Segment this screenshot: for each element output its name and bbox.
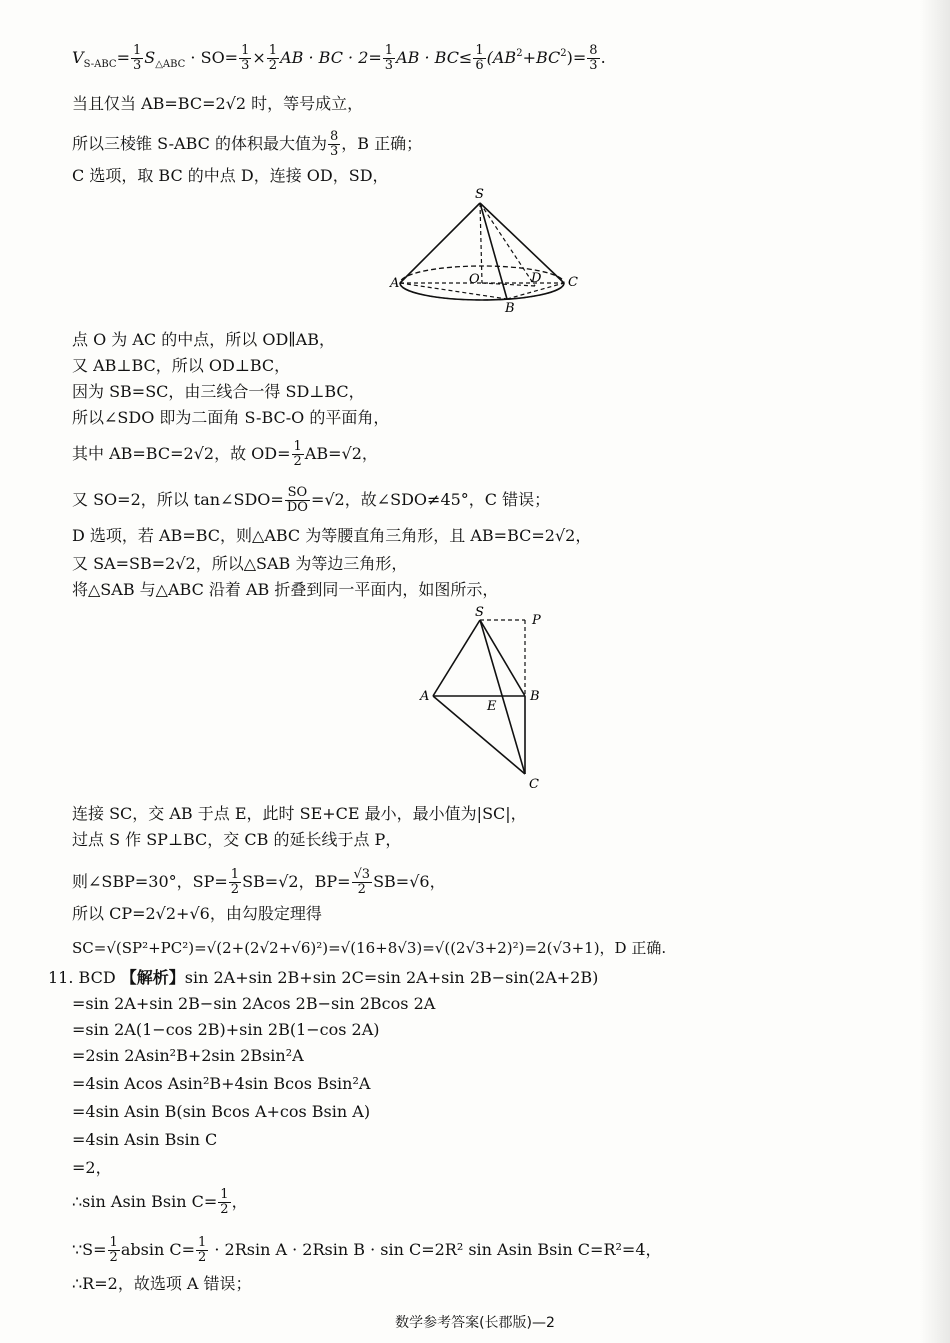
edge-sc — [480, 620, 525, 774]
analysis-tag: 【解析】 — [120, 968, 185, 987]
cp-length-line: 所以 CP=2√2+√6，由勾股定理得 — [72, 904, 322, 923]
tan-angle-line: 又 SO=2，所以 tan∠SDO= $\frac{SO}{DO}$ =√2，故∠SDO≠45°，C 错误； — [72, 485, 551, 515]
question-number: 11. BCD — [48, 968, 116, 987]
cone-figure — [385, 186, 580, 316]
label-c: C — [568, 275, 578, 290]
option-d-intro: D 选项，若 AB=BC，则△ABC 为等腰直角三角形，且 AB=BC=2√2， — [72, 526, 592, 545]
area-formula-line: ∵S= $\frac{1}{2}$ absin C= $\frac{1}{2}$ · 2Rsin A · 2Rsin B · sin C=2R² sin Asin Bsin C=R²=4， — [72, 1235, 662, 1265]
max-volume-line: 所以三棱锥 S-ABC 的体积最大值为 $\frac{8}{3}$ ，B 正确； — [72, 129, 423, 159]
fold-figure — [415, 604, 555, 794]
label-b: B — [530, 689, 540, 704]
step-6: =4sin Asin Bsin C — [72, 1130, 218, 1149]
label-d: D — [531, 271, 542, 286]
option-a-conclusion: ∴R=2，故选项 A 错误； — [72, 1274, 252, 1293]
edge-ab — [400, 283, 507, 299]
label-p: P — [532, 613, 541, 628]
label-s: S — [475, 187, 484, 202]
dihedral-angle-line: 所以∠SDO 即为二面角 S-BC-O 的平面角， — [72, 408, 390, 427]
volume-formula-line: $V_{S-ABC}=$ $\frac{1}{3}$ $S_{\triangle ABC} \cdot SO=$ $\frac{1}{3}$ × $\frac{1}{2}$ AB · BC · 2= $\frac{1}{3}$ AB · BC≤ $\frac{1}{6}$ $(AB^2+BC^2)=$ $\frac{8}{3}$ . — [72, 43, 606, 73]
od-length-line: 其中 AB=BC=2√2，故 OD= $\frac{1}{2}$ AB=√2， — [72, 439, 378, 469]
label-b: B — [505, 301, 515, 316]
sc-minimum-line: 连接 SC，交 AB 于点 E，此时 SE+CE 最小，最小值为|SC|， — [72, 804, 527, 823]
label-o: O — [469, 272, 480, 287]
sp-perp-line: 过点 S 作 SP⊥BC，交 CB 的延长线于点 P， — [72, 830, 402, 849]
edge-sc — [480, 203, 564, 283]
option-c-intro: C 选项，取 BC 的中点 D，连接 OD，SD， — [72, 166, 389, 185]
page-edge-shadow — [920, 0, 950, 1343]
sc-value-line: SC=√(SP²+PC²)=√(2+(2√2+√6)²)=√(16+8√3)=√((2√3+2)²)=2(√3+1)，D 正确. — [72, 939, 667, 957]
equality-condition: 当且仅当 AB=BC=2√2 时，等号成立， — [72, 94, 364, 113]
label-s: S — [475, 605, 484, 620]
label-a: A — [390, 276, 400, 291]
label-a: A — [420, 689, 430, 704]
step-1: =sin 2A+sin 2B−sin 2Acos 2B−sin 2Bcos 2A — [72, 994, 436, 1013]
sd-perp-bc: 因为 SB=SC，由三线合一得 SD⊥BC， — [72, 382, 365, 401]
od-parallel-ab: 点 O 为 AC 的中点，所以 OD∥AB， — [72, 330, 335, 349]
edge-so — [480, 203, 482, 283]
edge-ac — [433, 696, 525, 774]
label-c: C — [529, 777, 539, 792]
equilateral-line: 又 SA=SB=2√2，所以△SAB 为等边三角形， — [72, 554, 408, 573]
fold-line: 将△SAB 与△ABC 沿着 AB 折叠到同一平面内，如图所示， — [72, 580, 499, 599]
step-4: =4sin Acos Asin²B+4sin Bcos Bsin²A — [72, 1074, 371, 1093]
step-7: =2， — [72, 1158, 112, 1177]
sbp-angle-line: 则∠SBP=30°，SP= $\frac{1}{2}$ SB=√2，BP= $\frac{√3}{2}$ SB=√6， — [72, 867, 446, 897]
step-3: =2sin 2Asin²B+2sin 2Bsin²A — [72, 1046, 304, 1065]
step-2: =sin 2A(1−cos 2B)+sin 2B(1−cos 2A) — [72, 1020, 380, 1039]
product-sines-line: ∴sin Asin Bsin C= $\frac{1}{2}$ ， — [72, 1187, 248, 1217]
edge-sa — [400, 203, 480, 283]
q11-header: 11. BCD 【解析】sin 2A+sin 2B+sin 2C=sin 2A+sin 2B−sin(2A+2B) — [48, 968, 599, 987]
edge-sa — [433, 620, 480, 696]
edge-sb — [480, 620, 525, 696]
edge-sd — [480, 203, 535, 286]
step-5: =4sin Asin B(sin Bcos A+cos Bsin A) — [72, 1102, 371, 1121]
label-e: E — [487, 699, 497, 714]
od-perp-bc: 又 AB⊥BC，所以 OD⊥BC， — [72, 356, 291, 375]
page-footer: 数学参考答案(长郡版)—2 — [395, 1315, 555, 1331]
